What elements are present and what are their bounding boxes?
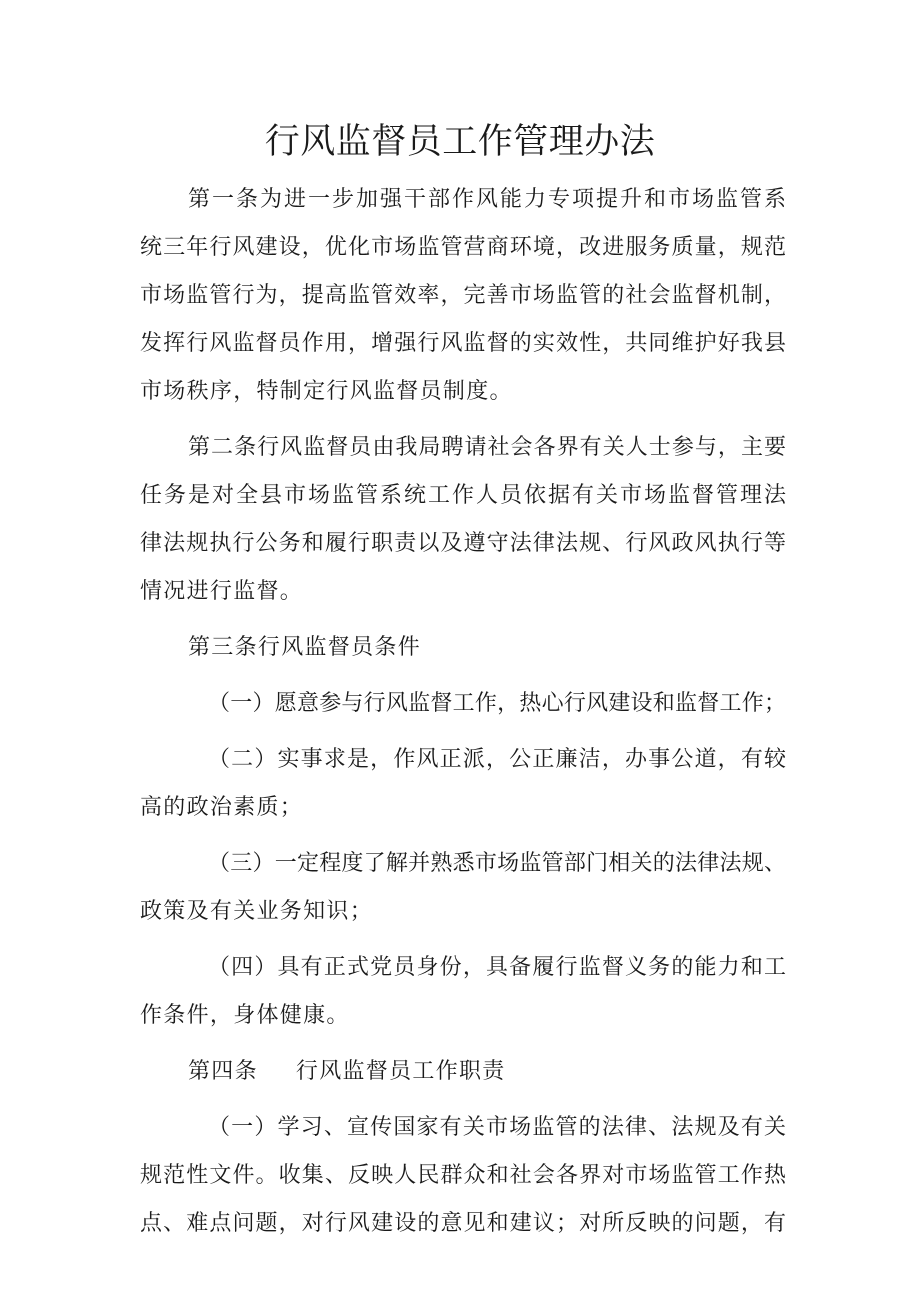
article-2-line: 任务是对全县市场监管系统工作人员依据有关市场监督管理法 — [140, 483, 786, 508]
article-2-line: 情况进行监督。 — [140, 579, 304, 604]
article-2-line: 第二条行风监督员由我局聘请社会各界有关人士参与，主要 — [188, 435, 786, 460]
article-3-item-4-cont: 作条件，身体健康。 — [140, 1003, 350, 1028]
article-3-item-4: （四）具有正式党员身份，具备履行监督义务的能力和工 — [208, 955, 786, 980]
article-1 — [140, 176, 786, 416]
article-1-line: 统三年行风建设，优化市场监管营商环境，改进服务质量，规范 — [140, 235, 786, 260]
article-3-item-2-cont: 高的政治素质； — [140, 795, 304, 820]
article-4-item-1-cont: 规范性文件。收集、反映人民群众和社会各界对市场监管工作热 — [140, 1163, 786, 1188]
article-4-heading-prefix: 第四条 — [188, 1059, 258, 1084]
document-body — [140, 176, 786, 1248]
article-3-heading: 第三条行风监督员条件 — [188, 635, 422, 660]
article-3 — [140, 624, 786, 1040]
article-4-heading-text: 行风监督员工作职责 — [295, 1059, 506, 1084]
article-2 — [140, 424, 786, 616]
article-1-line: 第一条为进一步加强干部作风能力专项提升和市场监管系 — [188, 187, 786, 212]
article-1-line: 发挥行风监督员作用，增强行风监督的实效性，共同维护好我县 — [140, 331, 786, 356]
article-4 — [140, 1048, 786, 1248]
article-1-line: 市场秩序，特制定行风监督员制度。 — [140, 379, 513, 404]
article-4-heading — [140, 1048, 786, 1096]
article-4-item-1: （一）学习、宣传国家有关市场监管的法律、法规及有关 — [208, 1115, 786, 1140]
article-3-item-3-cont: 政策及有关业务知识； — [140, 899, 374, 924]
article-1-line: 市场监管行为，提高监管效率，完善市场监管的社会监督机制， — [140, 283, 786, 308]
article-3-item-1: （一）愿意参与行风监督工作，热心行风建设和监督工作； — [208, 691, 786, 716]
article-3-item-3: （三）一定程度了解并熟悉市场监管部门相关的法律法规、 — [208, 851, 786, 876]
article-3-item-2: （二）实事求是，作风正派，公正廉洁，办事公道，有较 — [208, 747, 786, 772]
article-2-line: 律法规执行公务和履行职责以及遵守法律法规、行风政风执行等 — [140, 531, 786, 556]
article-4-item-1-cont: 点、难点问题，对行风建设的意见和建议；对所反映的问题，有 — [140, 1211, 786, 1236]
document-title: 行风监督员工作管理办法 — [264, 122, 656, 162]
